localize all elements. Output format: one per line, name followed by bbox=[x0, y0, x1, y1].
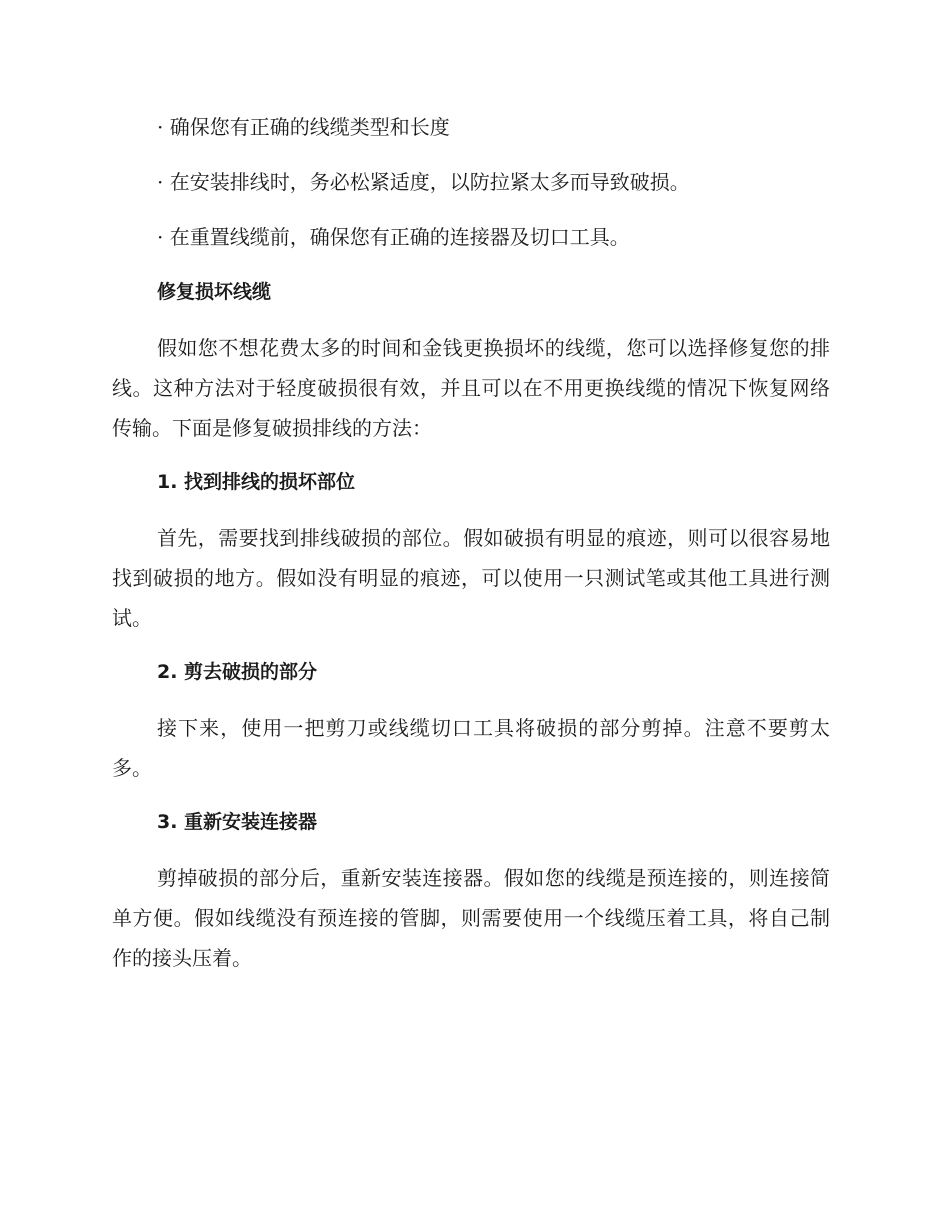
step-heading: 1. 找到排线的损坏部位 bbox=[157, 471, 356, 493]
bullet-item: · 在重置线缆前，确保您有正确的连接器及切口工具。 bbox=[157, 225, 630, 249]
section-intro-paragraph: 假如您不想花费太多的时间和金钱更换损坏的线缆，您可以选择修复您的排线。这种方法对于轻度破损很有效，并且可以在不用更换线缆的情况下恢复网络传输。下面是修复破损排线的方法： bbox=[112, 336, 830, 440]
step-paragraph: 接下来，使用一把剪刀或线缆切口工具将破损的部分剪掉。注意不要剪太多。 bbox=[112, 716, 830, 780]
bullet-item: · 在安装排线时，务必松紧适度，以防拉紧太多而导致破损。 bbox=[157, 170, 690, 194]
document-body bbox=[112, 108, 830, 993]
step-paragraph: 剪掉破损的部分后，重新安装连接器。假如您的线缆是预连接的，则连接简单方便。假如线缆没有预连接的管脚，则需要使用一个线缆压着工具，将自己制作的接头压着。 bbox=[112, 866, 830, 970]
step-heading: 3. 重新安装连接器 bbox=[157, 811, 318, 833]
step-paragraph: 首先，需要找到排线破损的部位。假如破损有明显的痕迹，则可以很容易地找到破损的地方。假如没有明显的痕迹，可以使用一只测试笔或其他工具进行测试。 bbox=[112, 526, 830, 630]
section-heading: 修复损坏线缆 bbox=[157, 281, 272, 303]
step-heading: 2. 剪去破损的部分 bbox=[157, 661, 318, 683]
bullet-item: · 确保您有正确的线缆类型和长度 bbox=[157, 115, 450, 139]
